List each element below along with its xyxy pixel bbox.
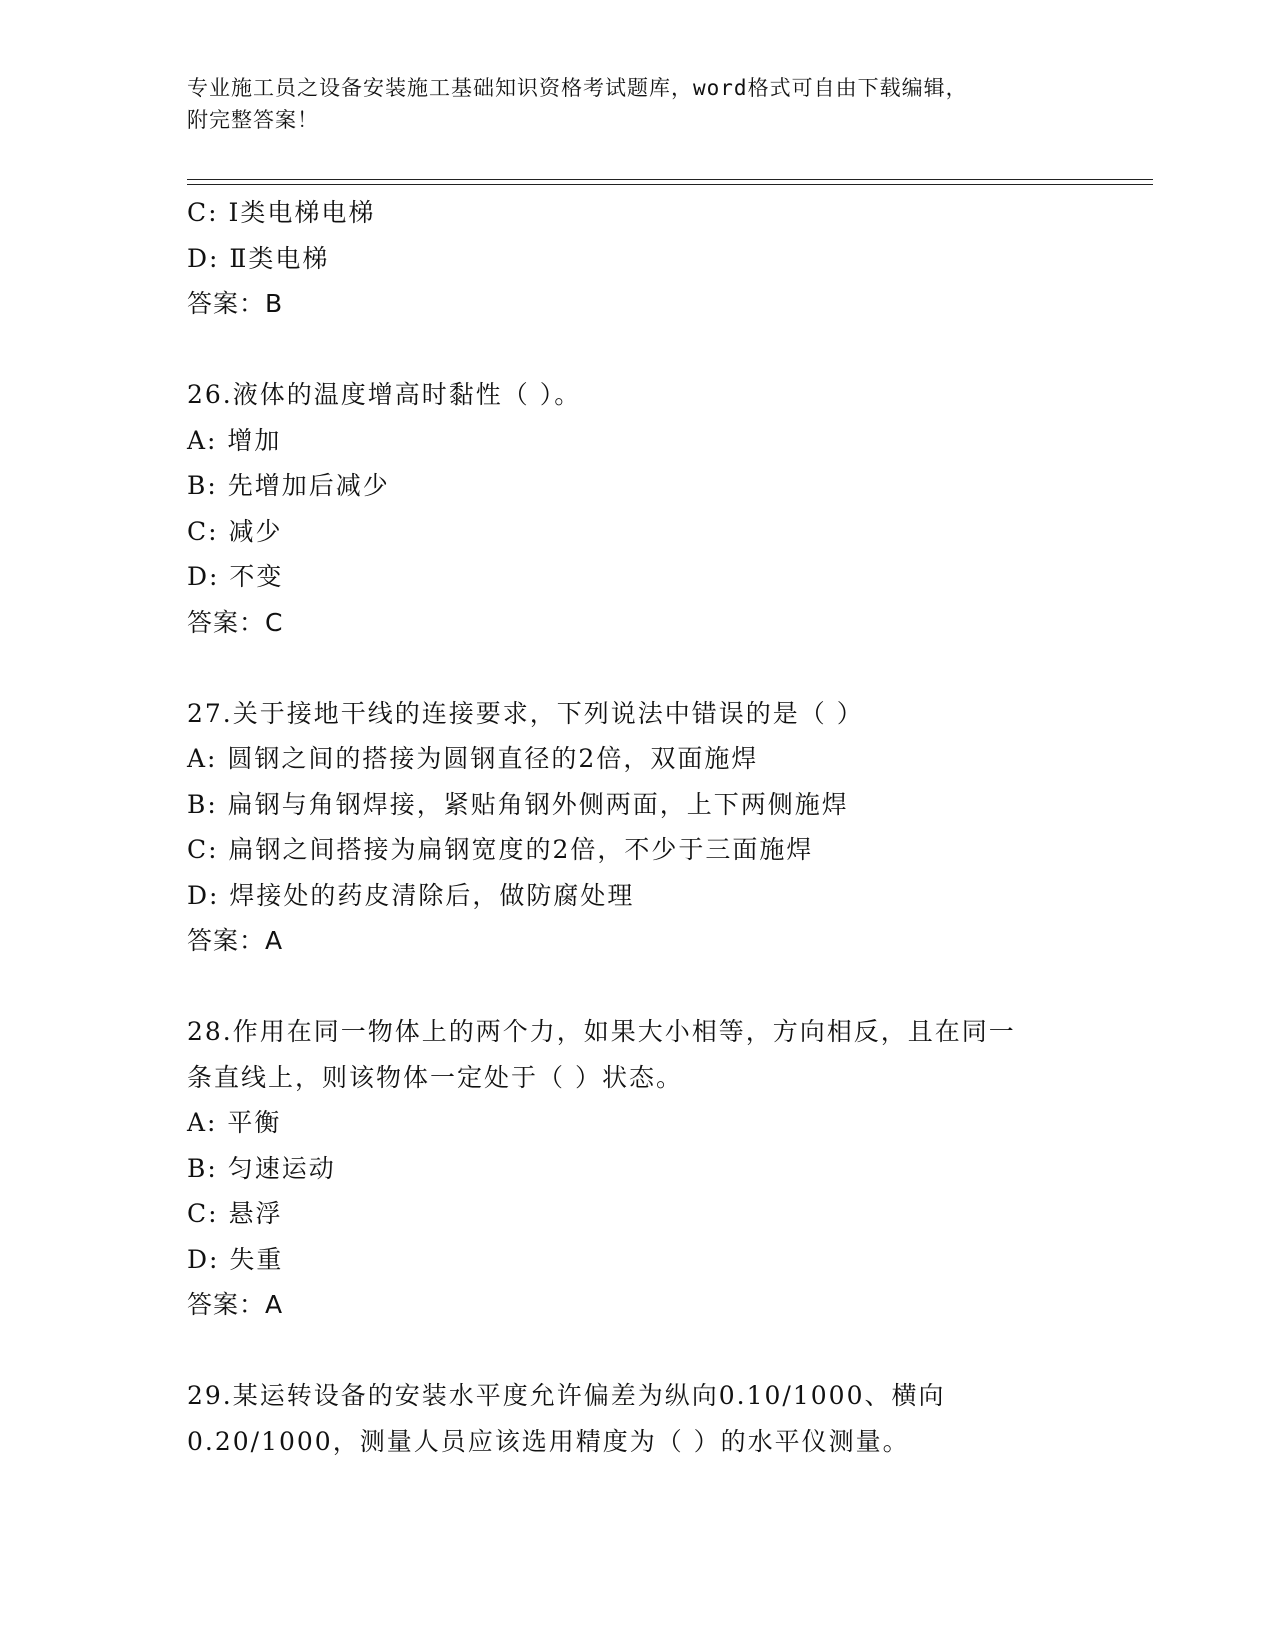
option-d: D: 不变 — [187, 562, 284, 591]
option-a: A: 平衡 — [187, 1108, 282, 1137]
document-header — [187, 72, 1087, 136]
option-c: C: 扁钢之间搭接为扁钢宽度的2倍，不少于三面施焊 — [187, 835, 814, 864]
question-text-line-1: 29.某运转设备的安装水平度允许偏差为纵向0.10/1000、横向 — [187, 1381, 946, 1410]
question-list — [187, 190, 1147, 1464]
option-d: D: Ⅱ类电梯 — [187, 243, 330, 273]
question-text: 26.液体的温度增高时黏性（ ）。 — [187, 380, 582, 409]
question-25-partial — [187, 190, 1147, 327]
option-b: B: 扁钢与角钢焊接，紧贴角钢外侧两面，上下两侧施焊 — [187, 789, 849, 819]
question-27 — [187, 691, 1147, 964]
header-line-2: 附完整答案！ — [187, 108, 319, 132]
answer: 答案：A — [187, 926, 284, 955]
header-line-1: 专业施工员之设备安装施工基础知识资格考试题库，word格式可自由下载编辑， — [187, 76, 968, 100]
option-a: A: 增加 — [187, 425, 282, 455]
answer: 答案：A — [187, 1290, 284, 1319]
option-d: D: 焊接处的药皮清除后，做防腐处理 — [187, 880, 635, 910]
option-d: D: 失重 — [187, 1244, 284, 1274]
answer: 答案：C — [187, 607, 284, 637]
header-divider-bottom — [187, 184, 1153, 185]
option-a: A: 圆钢之间的搭接为圆钢直径的2倍，双面施焊 — [187, 744, 759, 773]
answer: 答案：B — [187, 289, 284, 318]
option-b: B: 先增加后减少 — [187, 471, 390, 500]
option-c: C: 减少 — [187, 516, 283, 546]
question-28 — [187, 1009, 1147, 1328]
question-text: 27.关于接地干线的连接要求，下列说法中错误的是（ ） — [187, 698, 864, 728]
option-b: B: 匀速运动 — [187, 1153, 336, 1183]
question-29 — [187, 1373, 1147, 1464]
question-text-line-2: 条直线上，则该物体一定处于（ ）状态。 — [187, 1062, 683, 1092]
question-text-line-1: 28.作用在同一物体上的两个力，如果大小相等，方向相反，且在同一 — [187, 1017, 1016, 1046]
question-text-line-2: 0.20/1000，测量人员应该选用精度为（ ）的水平仪测量。 — [187, 1426, 910, 1456]
option-c: C: Ⅰ类电梯电梯 — [187, 198, 376, 227]
header-divider-top — [187, 179, 1153, 180]
question-26 — [187, 372, 1147, 645]
option-c: C: 悬浮 — [187, 1199, 283, 1228]
